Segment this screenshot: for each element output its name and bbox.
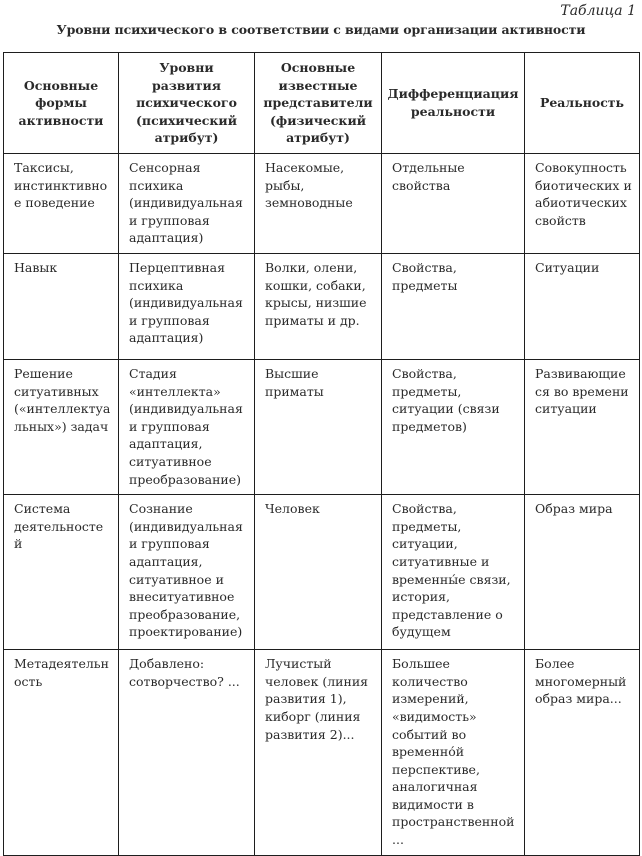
table-cell: Система деятельностей (4, 495, 119, 650)
table-row (4, 154, 640, 254)
table-cell: Образ мира (525, 495, 640, 650)
table-cell: Перцептивная психика (индивидуальная и групповая адаптация) (119, 253, 255, 359)
table-row (4, 650, 640, 856)
table-cell: Волки, олени, кошки, собаки, крысы, низшие приматы и др. (255, 253, 382, 359)
table-cell: Сенсорная психика (индивидуальная и групповая адаптация) (119, 154, 255, 254)
table-cell: Насекомые, рыбы, земноводные (255, 154, 382, 254)
table-cell: Высшие приматы (255, 359, 382, 494)
table-cell: Отдельные свойства (382, 154, 525, 254)
header-cell-levels: Уровни развития психического (психический атрибут) (119, 53, 255, 154)
table-row (4, 253, 640, 359)
table-cell: Решение ситуативных («интеллектуальных») задач (4, 359, 119, 494)
table-cell: Развивающиеся во времени ситуации (525, 359, 640, 494)
header-cell-forms: Основные формы активности (4, 53, 119, 154)
table-cell: Метадеятельность (4, 650, 119, 856)
table-cell: Сознание (индивидуальная и групповая адаптация, ситуативное и внеситуативное преобразование, проектирование) (119, 495, 255, 650)
table-caption: Таблица 1 (560, 3, 636, 19)
activity-levels-table (3, 52, 640, 856)
table-cell: Свойства, предметы (382, 253, 525, 359)
table-cell: Большее количество измерений, «видимость» событий во временно́й перспективе, аналогичная видимости в пространственной... (382, 650, 525, 856)
table-cell: Таксисы, инстинктивное поведение (4, 154, 119, 254)
table-cell: Ситуации (525, 253, 640, 359)
table-cell: Навык (4, 253, 119, 359)
table-row (4, 359, 640, 494)
table-row (4, 495, 640, 650)
table-cell: Свойства, предметы, ситуации (связи предметов) (382, 359, 525, 494)
header-cell-differentiation: Дифференциация реальности (382, 53, 525, 154)
table-cell: Лучистый человек (линия развития 1), киборг (линия развития 2)... (255, 650, 382, 856)
table-cell: Стадия «интеллекта» (индивидуальная и групповая адаптация, ситуативное преобразование) (119, 359, 255, 494)
table-cell: Более многомерный образ мира... (525, 650, 640, 856)
header-cell-reality: Реальность (525, 53, 640, 154)
table-cell: Человек (255, 495, 382, 650)
table-cell: Совокупность биотических и абиотических свойств (525, 154, 640, 254)
header-cell-representatives: Основные известные представители (физический атрибут) (255, 53, 382, 154)
table-cell: Добавлено: сотворчество? ... (119, 650, 255, 856)
header-row (4, 53, 640, 154)
table-cell: Свойства, предметы, ситуации, ситуативные и временны́е связи, история, представление о будущем (382, 495, 525, 650)
table-title: Уровни психического в соответствии с видами организации активности (56, 22, 586, 37)
